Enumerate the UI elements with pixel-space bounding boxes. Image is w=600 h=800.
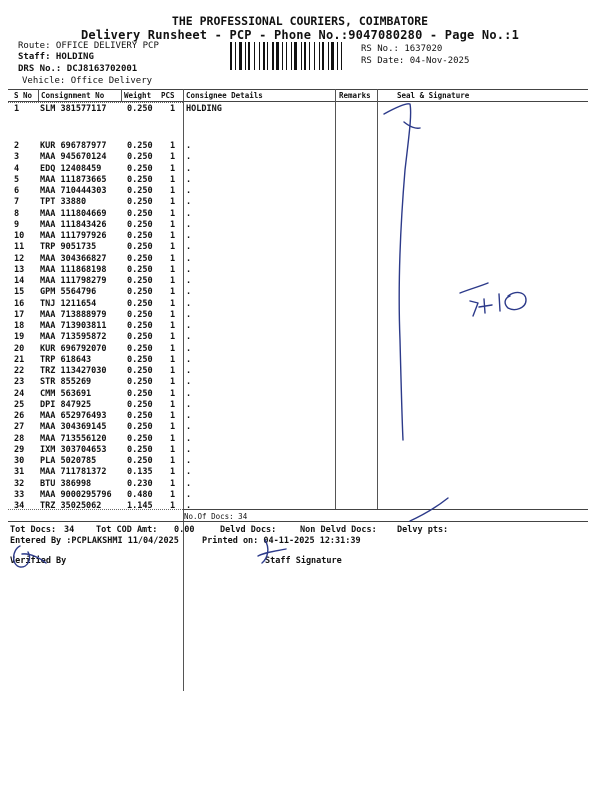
barcode-bar [276,42,279,70]
table-row [0,479,600,490]
barcode-bar [328,42,329,70]
row-weight: 0.250 [127,141,153,151]
table-row [0,299,600,310]
row-sno: 7 [14,197,20,208]
table-row [0,287,600,298]
row-sno: 21 [14,354,25,365]
col-header-sno: S No [14,91,33,100]
row-consignee-details: . [186,399,192,410]
row-pcs: 1 [170,264,176,275]
table-row [0,344,600,355]
table-row [0,490,600,501]
row-pcs: 1 [170,388,176,399]
barcode-bar [267,42,268,70]
row-pcs: 1 [170,399,176,410]
row-weight: 0.250 [127,354,153,365]
table-row [0,400,600,411]
barcode-bar [337,42,338,70]
row-pcs: 1 [170,354,176,365]
row-pcs: 1 [170,231,176,241]
row-consignment-no: MAA 713556120 [40,433,107,444]
drs-label: DRS No.: [18,64,62,74]
row-consignee-details: . [186,377,192,388]
row-weight: 0.250 [127,219,153,230]
row-weight: 0.250 [127,399,153,410]
row-pcs: 1 [170,197,176,208]
tot-cod-label: Tot COD Amt: [96,525,158,535]
row-consignment-no: EDQ 12408459 [40,163,102,174]
row-pcs: 1 [170,242,176,253]
row-weight: 0.250 [127,456,153,466]
table-row [0,389,600,400]
table-row [0,366,600,377]
table-row [0,231,600,242]
row-consignment-no: MAA 304366827 [40,253,107,264]
row-sno: 3 [14,152,20,163]
table-row [0,422,600,433]
row-pcs: 1 [170,141,176,151]
vehicle-label: Vehicle: Office Delivery [22,76,153,86]
row-consignee-details: . [186,309,192,320]
row-sno: 19 [14,332,25,343]
barcode-bar [235,42,236,70]
row-weight: 0.135 [127,467,153,478]
row-consignee-details: . [186,219,192,230]
rs-date: RS Date: 04-Nov-2025 [361,56,470,66]
table-row [0,467,600,478]
row-sno: 8 [14,208,20,219]
table-row [0,310,600,321]
row-sno: 25 [14,399,25,410]
row-pcs: 1 [170,104,176,114]
row-weight: 0.250 [127,253,153,264]
row-weight: 0.250 [127,309,153,320]
row-weight: 0.250 [127,332,153,343]
table-row [0,501,600,512]
row-pcs: 1 [170,467,176,478]
row-sno: 28 [14,433,25,444]
entered-by: Entered By :PCPLAKSHMI 11/04/2025 [10,536,179,546]
delvy-pts-label: Delvy pts: [397,525,449,535]
barcode-bar [245,42,246,70]
runsheet-title: Delivery Runsheet - PCP - Phone No.:9047080280 - Page No.:1 [80,28,520,42]
row-pcs: 1 [170,332,176,343]
row-pcs: 1 [170,309,176,320]
row-consignment-no: TRZ 35025062 [40,501,102,511]
row-weight: 0.230 [127,478,153,489]
row-pcs: 1 [170,276,176,286]
row-pcs: 1 [170,501,176,511]
row-consignment-no: MAA 652976493 [40,411,107,421]
row-sno: 1 [14,104,20,114]
row-consignee-details: . [186,287,192,298]
row-consignee-details: . [186,197,192,208]
barcode-bar [309,42,310,70]
company-name: THE PROFESSIONAL COURIERS, COIMBATORE [171,14,429,28]
table-row [0,332,600,343]
col-header-pcs: PCS [161,91,175,100]
barcode-bar [259,42,260,70]
row-consignment-no: KUR 696792070 [40,343,107,354]
table-row [0,197,600,208]
row-weight: 0.250 [127,444,153,455]
table-row [0,220,600,231]
row-sno: 12 [14,253,25,264]
barcode-bar [282,42,283,70]
row-consignee-details: . [186,264,192,275]
row-sno: 27 [14,422,25,433]
barcode-bar [230,42,232,70]
row-consignment-no: SLM 381577117 [40,104,107,114]
table-row [0,411,600,422]
row-weight: 0.250 [127,174,153,185]
row-sno: 34 [14,501,25,511]
drs-value: DCJ8163702001 [66,64,138,74]
row-sno: 11 [14,242,25,253]
row-pcs: 1 [170,411,176,421]
row-sno: 9 [14,219,20,230]
col-divider [121,89,122,101]
row-pcs: 1 [170,422,176,433]
dotted-separator [8,102,183,103]
row-pcs: 1 [170,478,176,489]
row-consignment-no: MAA 710444303 [40,186,107,196]
row-consignment-no: MAA 111804669 [40,208,107,219]
row-sno: 23 [14,377,25,388]
row-consignment-no: TRP 9051735 [40,242,97,253]
row-sno: 29 [14,444,25,455]
barcode-bar [254,42,255,70]
table-row [0,265,600,276]
table-row [0,276,600,287]
row-weight: 0.250 [127,208,153,219]
row-consignment-no: MAA 111798279 [40,276,107,286]
no-of-docs: No.Of Docs: 34 [184,512,248,521]
non-delvd-docs-label: Non Delvd Docs: [300,525,377,535]
row-consignment-no: TNJ 1211654 [40,298,97,309]
row-weight: 0.250 [127,186,153,196]
delvd-docs-label: Delvd Docs: [220,525,277,535]
row-consignee-details: . [186,163,192,174]
row-weight: 0.250 [127,231,153,241]
table-row [0,242,600,253]
row-consignment-no: IXM 303704653 [40,444,107,455]
seal-scribble [404,122,420,128]
row-pcs: 1 [170,433,176,444]
row-weight: 0.250 [127,377,153,388]
table-row [0,377,600,388]
col-header-consignee: Consignee Details [186,91,263,100]
rs-number: RS No.: 1637020 [361,44,443,54]
row-consignment-no: MAA 111868198 [40,264,107,275]
row-weight: 0.250 [127,152,153,163]
barcode-bar [239,42,242,70]
table-row [0,141,600,152]
row-sno: 32 [14,478,25,489]
row-consignee-details: . [186,467,192,478]
row-consignee-details: HOLDING [186,104,222,114]
row-sno: 17 [14,309,25,320]
row-sno: 20 [14,343,25,354]
row-sno: 31 [14,467,25,478]
row-pcs: 1 [170,152,176,163]
row-weight: 0.250 [127,388,153,399]
row-consignee-details: . [186,208,192,219]
row-consignment-no: TRP 618643 [40,354,92,365]
row-consignee-details: . [186,141,192,151]
row-consignment-no: MAA 9000295796 [40,489,112,500]
barcode-bar [272,42,274,70]
row-weight: 0.250 [127,321,153,331]
row-sno: 26 [14,411,25,421]
col-header-seal: Seal & Signature [397,91,470,100]
staff-signature: Staff Signature [265,556,342,566]
table-row [0,254,600,265]
barcode-bar [263,42,265,70]
row-pcs: 1 [170,298,176,309]
row-weight: 0.250 [127,264,153,275]
row-sno: 10 [14,231,25,241]
drs-number [18,64,137,74]
row-consignee-details: . [186,253,192,264]
row-weight: 0.480 [127,489,153,500]
row-weight: 0.250 [127,276,153,286]
row-consignee-details: . [186,366,192,376]
barcode-bar [301,42,302,70]
row-consignment-no: MAA 111843426 [40,219,107,230]
row-consignment-no: TPT 33880 [40,197,87,208]
table-row [0,164,600,175]
row-consignee-details: . [186,489,192,500]
table-row [0,434,600,445]
barcode-bar [286,42,287,70]
staff-label: Staff: HOLDING [18,52,94,62]
row-consignee-details: . [186,174,192,185]
footer-rule [8,521,588,522]
row-sno: 24 [14,388,25,399]
row-sno: 30 [14,456,25,466]
row-pcs: 1 [170,208,176,219]
row-consignment-no: MAA 111873665 [40,174,107,185]
row-consignee-details: . [186,332,192,343]
row-sno: 33 [14,489,25,500]
row-weight: 0.250 [127,298,153,309]
row-consignment-no: MAA 713888979 [40,309,107,320]
row-consignee-details: . [186,276,192,286]
row-pcs: 1 [170,219,176,230]
row-pcs: 1 [170,377,176,388]
row-consignee-details: . [186,186,192,196]
row-consignee-details: . [186,354,192,365]
row-sno: 22 [14,366,25,376]
row-consignment-no: PLA 5020785 [40,456,97,466]
barcode-image [230,42,356,70]
row-consignment-no: STR 855269 [40,377,92,388]
row-consignee-details: . [186,433,192,444]
row-consignee-details: . [186,242,192,253]
barcode-bar [248,42,250,70]
barcode-bar [319,42,320,70]
row-consignee-details: . [186,411,192,421]
row-weight: 0.250 [127,104,153,114]
row-consignee-details: . [186,343,192,354]
tot-cod-value: 0.00 [174,525,195,535]
row-consignment-no: MAA 713595872 [40,332,107,343]
col-divider [38,89,39,101]
row-consignment-no: BTU 386998 [40,478,92,489]
row-pcs: 1 [170,456,176,466]
route-label: Route: OFFICE DELIVERY PCP [18,41,159,51]
tot-docs-label: Tot Docs: [10,525,57,535]
row-consignee-details: . [186,388,192,399]
row-pcs: 1 [170,287,176,298]
row-consignment-no: CMM 563691 [40,388,92,399]
row-consignment-no: MAA 713903811 [40,321,107,331]
row-consignee-details: . [186,152,192,163]
row-consignment-no: DPI 847925 [40,399,92,410]
row-consignee-details: . [186,444,192,455]
row-weight: 0.250 [127,287,153,298]
row-consignee-details: . [186,456,192,466]
row-sno: 18 [14,321,25,331]
row-consignee-details: . [186,298,192,309]
row-pcs: 1 [170,489,176,500]
row-pcs: 1 [170,444,176,455]
row-pcs: 1 [170,343,176,354]
row-pcs: 1 [170,321,176,331]
row-sno: 13 [14,264,25,275]
row-consignment-no: MAA 711781372 [40,467,107,478]
barcode-bar [314,42,315,70]
table-row [0,445,600,456]
row-consignee-details: . [186,422,192,433]
row-consignment-no: KUR 696787977 [40,141,107,151]
row-pcs: 1 [170,366,176,376]
barcode-bar [294,42,297,70]
barcode-bar [304,42,306,70]
row-pcs: 1 [170,253,176,264]
row-weight: 0.250 [127,366,153,376]
table-row [0,456,600,467]
row-consignment-no: GPM 5564796 [40,287,97,298]
row-consignment-no: MAA 304369145 [40,422,107,433]
row-pcs: 1 [170,174,176,185]
row-sno: 15 [14,287,25,298]
row-consignee-details: . [186,321,192,331]
table-row [0,104,600,115]
printed-on: Printed on: 04-11-2025 12:31:39 [202,536,361,546]
table-row [0,152,600,163]
barcode-bar [322,42,324,70]
row-weight: 0.250 [127,422,153,433]
row-weight: 1.145 [127,501,153,511]
table-row [0,175,600,186]
row-pcs: 1 [170,163,176,174]
row-sno: 14 [14,276,25,286]
verified-by: Verified By [10,556,67,566]
row-sno: 6 [14,186,20,196]
table-row [0,321,600,332]
row-consignee-details: . [186,231,192,241]
table-row [0,186,600,197]
row-weight: 0.250 [127,433,153,444]
row-sno: 5 [14,174,20,185]
row-weight: 0.250 [127,411,153,421]
row-sno: 16 [14,298,25,309]
row-sno: 4 [14,163,20,174]
row-weight: 0.250 [127,242,153,253]
table-row [0,355,600,366]
row-weight: 0.250 [127,163,153,174]
barcode-bar [331,42,334,70]
dotted-separator [8,509,183,510]
row-consignee-details: . [186,501,192,511]
row-weight: 0.250 [127,343,153,354]
row-consignee-details: . [186,478,192,489]
barcode-bar [291,42,292,70]
col-header-weight: Weight [124,91,152,100]
tot-docs-value: 34 [64,525,75,535]
col-header-consignment: Consignment No [41,91,105,100]
row-consignment-no: MAA 945670124 [40,152,107,163]
row-consignment-no: MAA 111797926 [40,231,107,241]
table-top-rule [8,89,588,90]
row-weight: 0.250 [127,197,153,208]
barcode-bar [341,42,342,70]
row-sno: 2 [14,141,20,151]
row-pcs: 1 [170,186,176,196]
table-row [0,209,600,220]
col-header-remarks: Remarks [339,91,371,100]
row-consignment-no: TRZ 113427030 [40,366,107,376]
